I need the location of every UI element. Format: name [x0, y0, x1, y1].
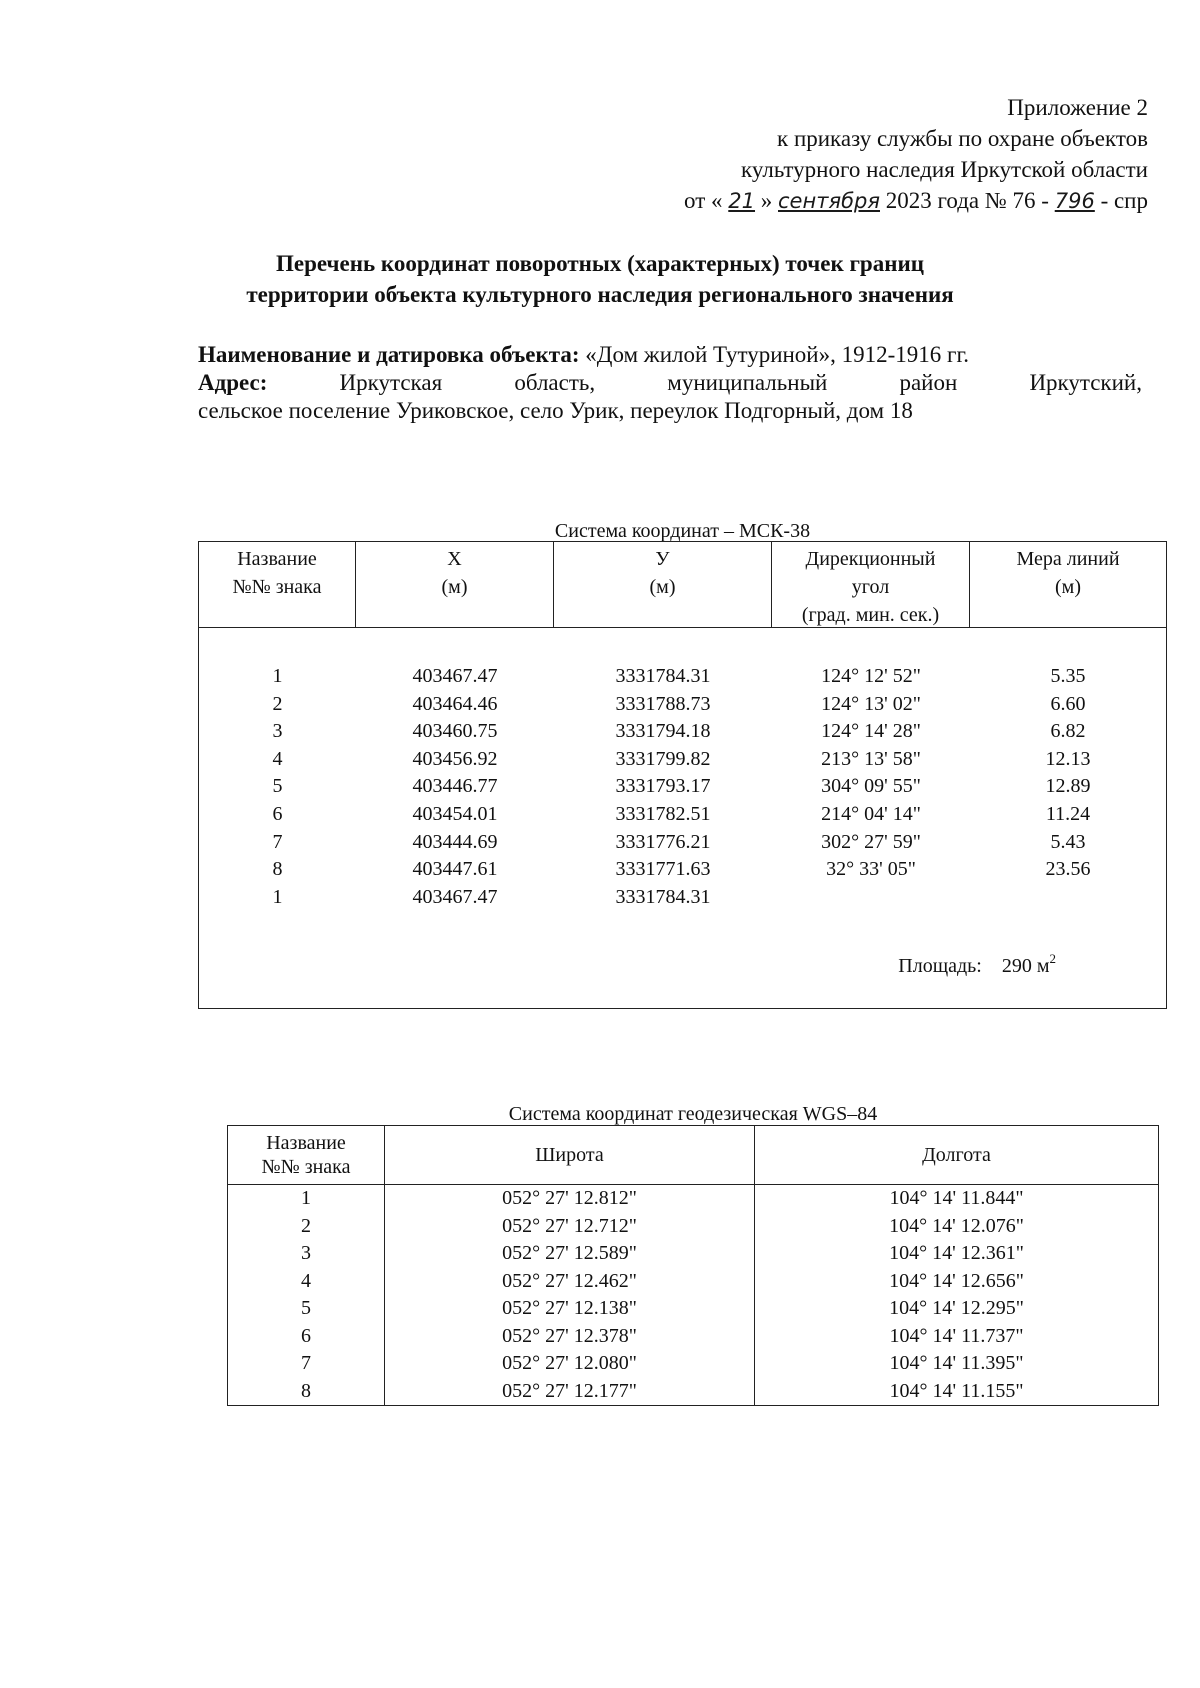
cell-longitude: 104° 14' 12.295"	[889, 1297, 1024, 1319]
cell-longitude: 104° 14' 12.656"	[889, 1269, 1024, 1292]
address-label: Адрес:	[198, 370, 268, 395]
cell-longitude: 104° 14' 12.076"	[889, 1214, 1024, 1237]
cell-point: 6	[272, 802, 283, 825]
cell-length: 5.43	[1050, 830, 1086, 853]
cell-length	[970, 884, 1166, 912]
cell-bearing: 124° 14' 28"	[821, 720, 921, 743]
cell-length: 5.35	[1050, 665, 1086, 687]
table-row	[228, 1350, 1158, 1378]
table1-header-x	[356, 542, 554, 627]
address-word: муниципальный	[667, 370, 828, 395]
cell-length: 23.56	[1045, 858, 1091, 881]
cell-point: 8	[228, 1378, 385, 1406]
cell-point: 3	[228, 1240, 385, 1268]
cell-y: 3331784.31	[615, 885, 711, 908]
handwritten-day: 21	[728, 189, 756, 213]
header-text: X	[447, 548, 462, 570]
address-row	[198, 369, 1142, 397]
table1-header-bearing	[772, 542, 970, 627]
table2-header-point	[228, 1126, 385, 1184]
address-word: Иркутский,	[1029, 370, 1142, 395]
cell-latitude: 052° 27' 12.462"	[385, 1268, 755, 1296]
cell-latitude: 052° 27' 12.812"	[385, 1185, 755, 1213]
cell-latitude: 052° 27' 12.589"	[385, 1240, 755, 1268]
table-row	[199, 884, 1166, 912]
header-text: №№ знака	[232, 576, 322, 598]
cell-point: 4	[228, 1268, 385, 1296]
header-text: (град. мин. сек.)	[801, 604, 940, 626]
cell-bearing: 304° 09' 55"	[821, 775, 921, 798]
header-text: (м)	[1055, 576, 1081, 598]
wgs84-coordinates-table	[227, 1125, 1159, 1406]
table2-header-longitude: Долгота	[922, 1144, 991, 1166]
header-text: Название	[266, 1132, 346, 1154]
header-text: (м)	[649, 576, 676, 598]
cell-y: 3331782.51	[615, 802, 711, 825]
cell-latitude: 052° 27' 12.138"	[385, 1295, 755, 1323]
table-row	[199, 691, 1166, 719]
area-unit-exponent: 2	[1049, 951, 1056, 966]
table2-body	[228, 1185, 1158, 1405]
table1-header-y	[554, 542, 772, 627]
cell-latitude: 052° 27' 12.080"	[385, 1350, 755, 1378]
cell-point: 5	[228, 1295, 385, 1323]
table-row	[199, 856, 1166, 884]
area-label: Площадь:	[898, 955, 982, 977]
cell-y: 3331776.21	[615, 830, 711, 853]
table-row	[199, 746, 1166, 774]
cell-y: 3331788.73	[615, 692, 711, 715]
cell-point: 1	[272, 665, 283, 687]
header-text: №№ знака	[261, 1156, 351, 1178]
cell-point: 2	[228, 1213, 385, 1241]
cell-y: 3331771.63	[615, 858, 711, 881]
cell-point: 1	[272, 885, 283, 908]
header-text: Дирекционный	[805, 548, 936, 570]
cell-longitude: 104° 14' 11.395"	[889, 1352, 1024, 1374]
object-name-label: Наименование и датировка объекта:	[198, 342, 580, 367]
address-word: область,	[514, 370, 596, 395]
header-text: Мера линий	[1016, 548, 1120, 570]
cell-longitude: 104° 14' 12.361"	[889, 1242, 1024, 1264]
title-line-1: Перечень координат поворотных (характерных) точек границ	[276, 251, 924, 276]
cell-x: 403446.77	[412, 775, 498, 798]
cell-y: 3331793.17	[615, 775, 711, 798]
table1-body	[199, 628, 1166, 911]
cell-y: 3331794.18	[615, 720, 711, 743]
cell-bearing	[772, 884, 970, 912]
cell-point: 4	[272, 747, 283, 770]
header-text: Название	[237, 548, 317, 570]
cell-point: 8	[272, 858, 283, 881]
object-info	[198, 341, 1142, 425]
cell-length: 11.24	[1045, 802, 1091, 825]
table-row	[228, 1323, 1158, 1351]
cell-point: 7	[228, 1350, 385, 1378]
area-summary	[898, 951, 1056, 978]
address-line-2: сельское поселение Уриковское, село Урик, переулок Подгорный, дом 18	[198, 398, 913, 423]
cell-latitude: 052° 27' 12.378"	[385, 1323, 755, 1351]
table-row	[228, 1213, 1158, 1241]
table-row	[228, 1378, 1158, 1406]
table2-header-latitude: Широта	[385, 1126, 755, 1184]
cell-bearing: 214° 04' 14"	[821, 802, 921, 825]
msk38-coordinates-table	[198, 541, 1167, 1009]
object-name-row	[198, 341, 1142, 369]
cell-x: 403444.69	[412, 830, 498, 853]
document-title	[100, 248, 1100, 310]
table-row	[199, 718, 1166, 746]
table-row	[199, 829, 1166, 857]
cell-x: 403460.75	[412, 720, 498, 743]
table-row	[228, 1185, 1158, 1213]
order-date-line	[684, 185, 1148, 217]
date-prefix: от «	[684, 188, 723, 213]
cell-point: 6	[228, 1323, 385, 1351]
order-reference-line: к приказу службы по охране объектов	[777, 126, 1148, 151]
cell-y: 3331799.82	[615, 747, 711, 770]
table-row	[199, 663, 1166, 691]
table2-header-row	[228, 1126, 1158, 1185]
table2-caption: Система координат геодезическая WGS–84	[508, 1103, 878, 1125]
cell-longitude: 104° 14' 11.844"	[889, 1187, 1024, 1209]
cell-bearing: 32° 33' 05"	[826, 858, 916, 881]
handwritten-month: сентября	[778, 189, 880, 213]
table1-caption: Система координат – МСК-38	[554, 520, 811, 542]
header-text: У	[655, 548, 670, 570]
header-text: угол	[851, 576, 890, 598]
address-word: Иркутская	[339, 370, 443, 395]
table-row	[228, 1240, 1158, 1268]
table-row	[199, 801, 1166, 829]
cell-point: 2	[272, 692, 283, 715]
cell-bearing: 124° 13' 02"	[821, 692, 921, 715]
cell-point: 5	[272, 775, 283, 798]
address-word: район	[899, 370, 958, 395]
table1-header-point	[199, 542, 356, 627]
cell-point: 7	[272, 830, 283, 853]
header-text: (м)	[441, 576, 468, 598]
cell-length: 6.82	[1050, 720, 1086, 743]
handwritten-order-number: 796	[1054, 189, 1095, 213]
cell-bearing: 302° 27' 59"	[821, 830, 921, 853]
cell-length: 12.13	[1045, 747, 1091, 770]
cell-point: 3	[272, 720, 283, 743]
cell-bearing: 213° 13' 58"	[821, 747, 921, 770]
cell-x: 403467.47	[412, 665, 498, 687]
date-year: 2023 года № 76 -	[885, 188, 1049, 213]
cell-x: 403464.46	[412, 692, 498, 715]
table-row	[199, 773, 1166, 801]
cell-longitude: 104° 14' 11.155"	[889, 1379, 1024, 1402]
cell-y: 3331784.31	[615, 665, 711, 687]
cell-latitude: 052° 27' 12.177"	[385, 1378, 755, 1406]
order-authority-line: культурного наследия Иркутской области	[741, 157, 1148, 182]
cell-length: 6.60	[1050, 692, 1086, 715]
area-value: 290 м	[1001, 955, 1050, 977]
appendix-number: Приложение 2	[1007, 95, 1148, 120]
title-line-2: территории объекта культурного наследия регионального значения	[246, 282, 954, 307]
cell-x: 403467.47	[412, 885, 498, 908]
table1-header-row	[199, 542, 1166, 628]
cell-x: 403454.01	[412, 802, 498, 825]
cell-bearing: 124° 12' 52"	[821, 665, 921, 687]
cell-length: 12.89	[1045, 775, 1091, 798]
cell-x: 403447.61	[412, 858, 498, 881]
table-row	[228, 1295, 1158, 1323]
object-name-value: «Дом жилой Тутуриной», 1912-1916 гг.	[585, 342, 970, 367]
cell-x: 403456.92	[412, 747, 498, 770]
table-row	[228, 1268, 1158, 1296]
date-quote: »	[760, 188, 773, 213]
cell-longitude: 104° 14' 11.737"	[889, 1324, 1024, 1347]
cell-latitude: 052° 27' 12.712"	[385, 1213, 755, 1241]
appendix-header	[684, 92, 1148, 217]
cell-point: 1	[228, 1185, 385, 1213]
table1-header-length	[970, 542, 1166, 627]
order-suffix: - спр	[1100, 188, 1148, 213]
